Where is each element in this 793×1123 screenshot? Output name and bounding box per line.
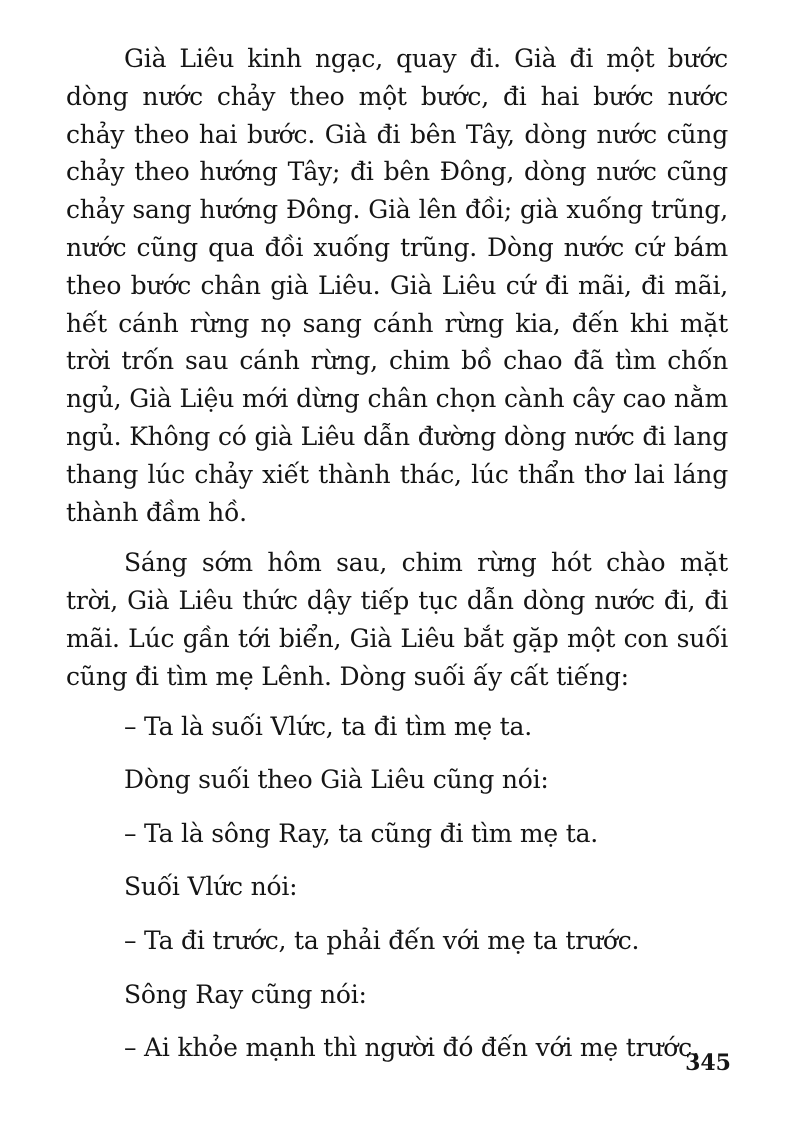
dialogue-line-6: Sông Ray cũng nói:: [124, 979, 367, 1009]
page-text-body: [66, 40, 728, 1083]
dialogue-line-1: – Ta là suối Vlức, ta đi tìm mẹ ta.: [124, 711, 532, 741]
page-number: 345: [685, 1050, 731, 1076]
paragraph-1: Già Liêu kinh ngạc, quay đi. Già đi một bước dòng nước chảy theo một bước, đi hai bước nước chảy theo hai bước. Già đi bên Tây, dòng nước cũng chảy theo hướng Tây; đi bên Đông, dòng nước cũng chảy sang hướng Đông. Già lên đồi; già xuống trũng, nước cũng qua đồi xuống trũng. Dòng nước cứ bám theo bước chân già Liêu. Già Liêu cứ đi mãi, đi mãi, hết cánh rừng nọ sang cánh rừng kia, đến khi mặt trời trốn sau cánh rừng, chim bồ chao đã tìm chốn ngủ, Già Liệu mới dừng chân chọn cành cây cao nằm ngủ. Không có già Liêu dẫn đường dòng nước đi lang thang lúc chảy xiết thành thác, lúc thẩn thơ lai láng thành đầm hồ.: [66, 44, 728, 527]
dialogue-line-2: Dòng suối theo Già Liêu cũng nói:: [124, 765, 549, 795]
dialogue-line-4: Suối Vlức nói:: [124, 872, 298, 902]
dialogue-line-5: – Ta đi trước, ta phải đến với mẹ ta trước.: [124, 925, 640, 955]
dialogue-line-7: – Ai khỏe mạnh thì người đó đến với mẹ trước.: [124, 1033, 700, 1063]
paragraph-2: Sáng sớm hôm sau, chim rừng hót chào mặt trời, Già Liêu thức dậy tiếp tục dẫn dòng nước đi, đi mãi. Lúc gần tới biển, Già Liêu bắt gặp một con suối cũng đi tìm mẹ Lênh. Dòng suối ấy cất tiếng:: [66, 548, 728, 691]
dialogue-line-3: – Ta là sông Ray, ta cũng đi tìm mẹ ta.: [124, 818, 599, 848]
